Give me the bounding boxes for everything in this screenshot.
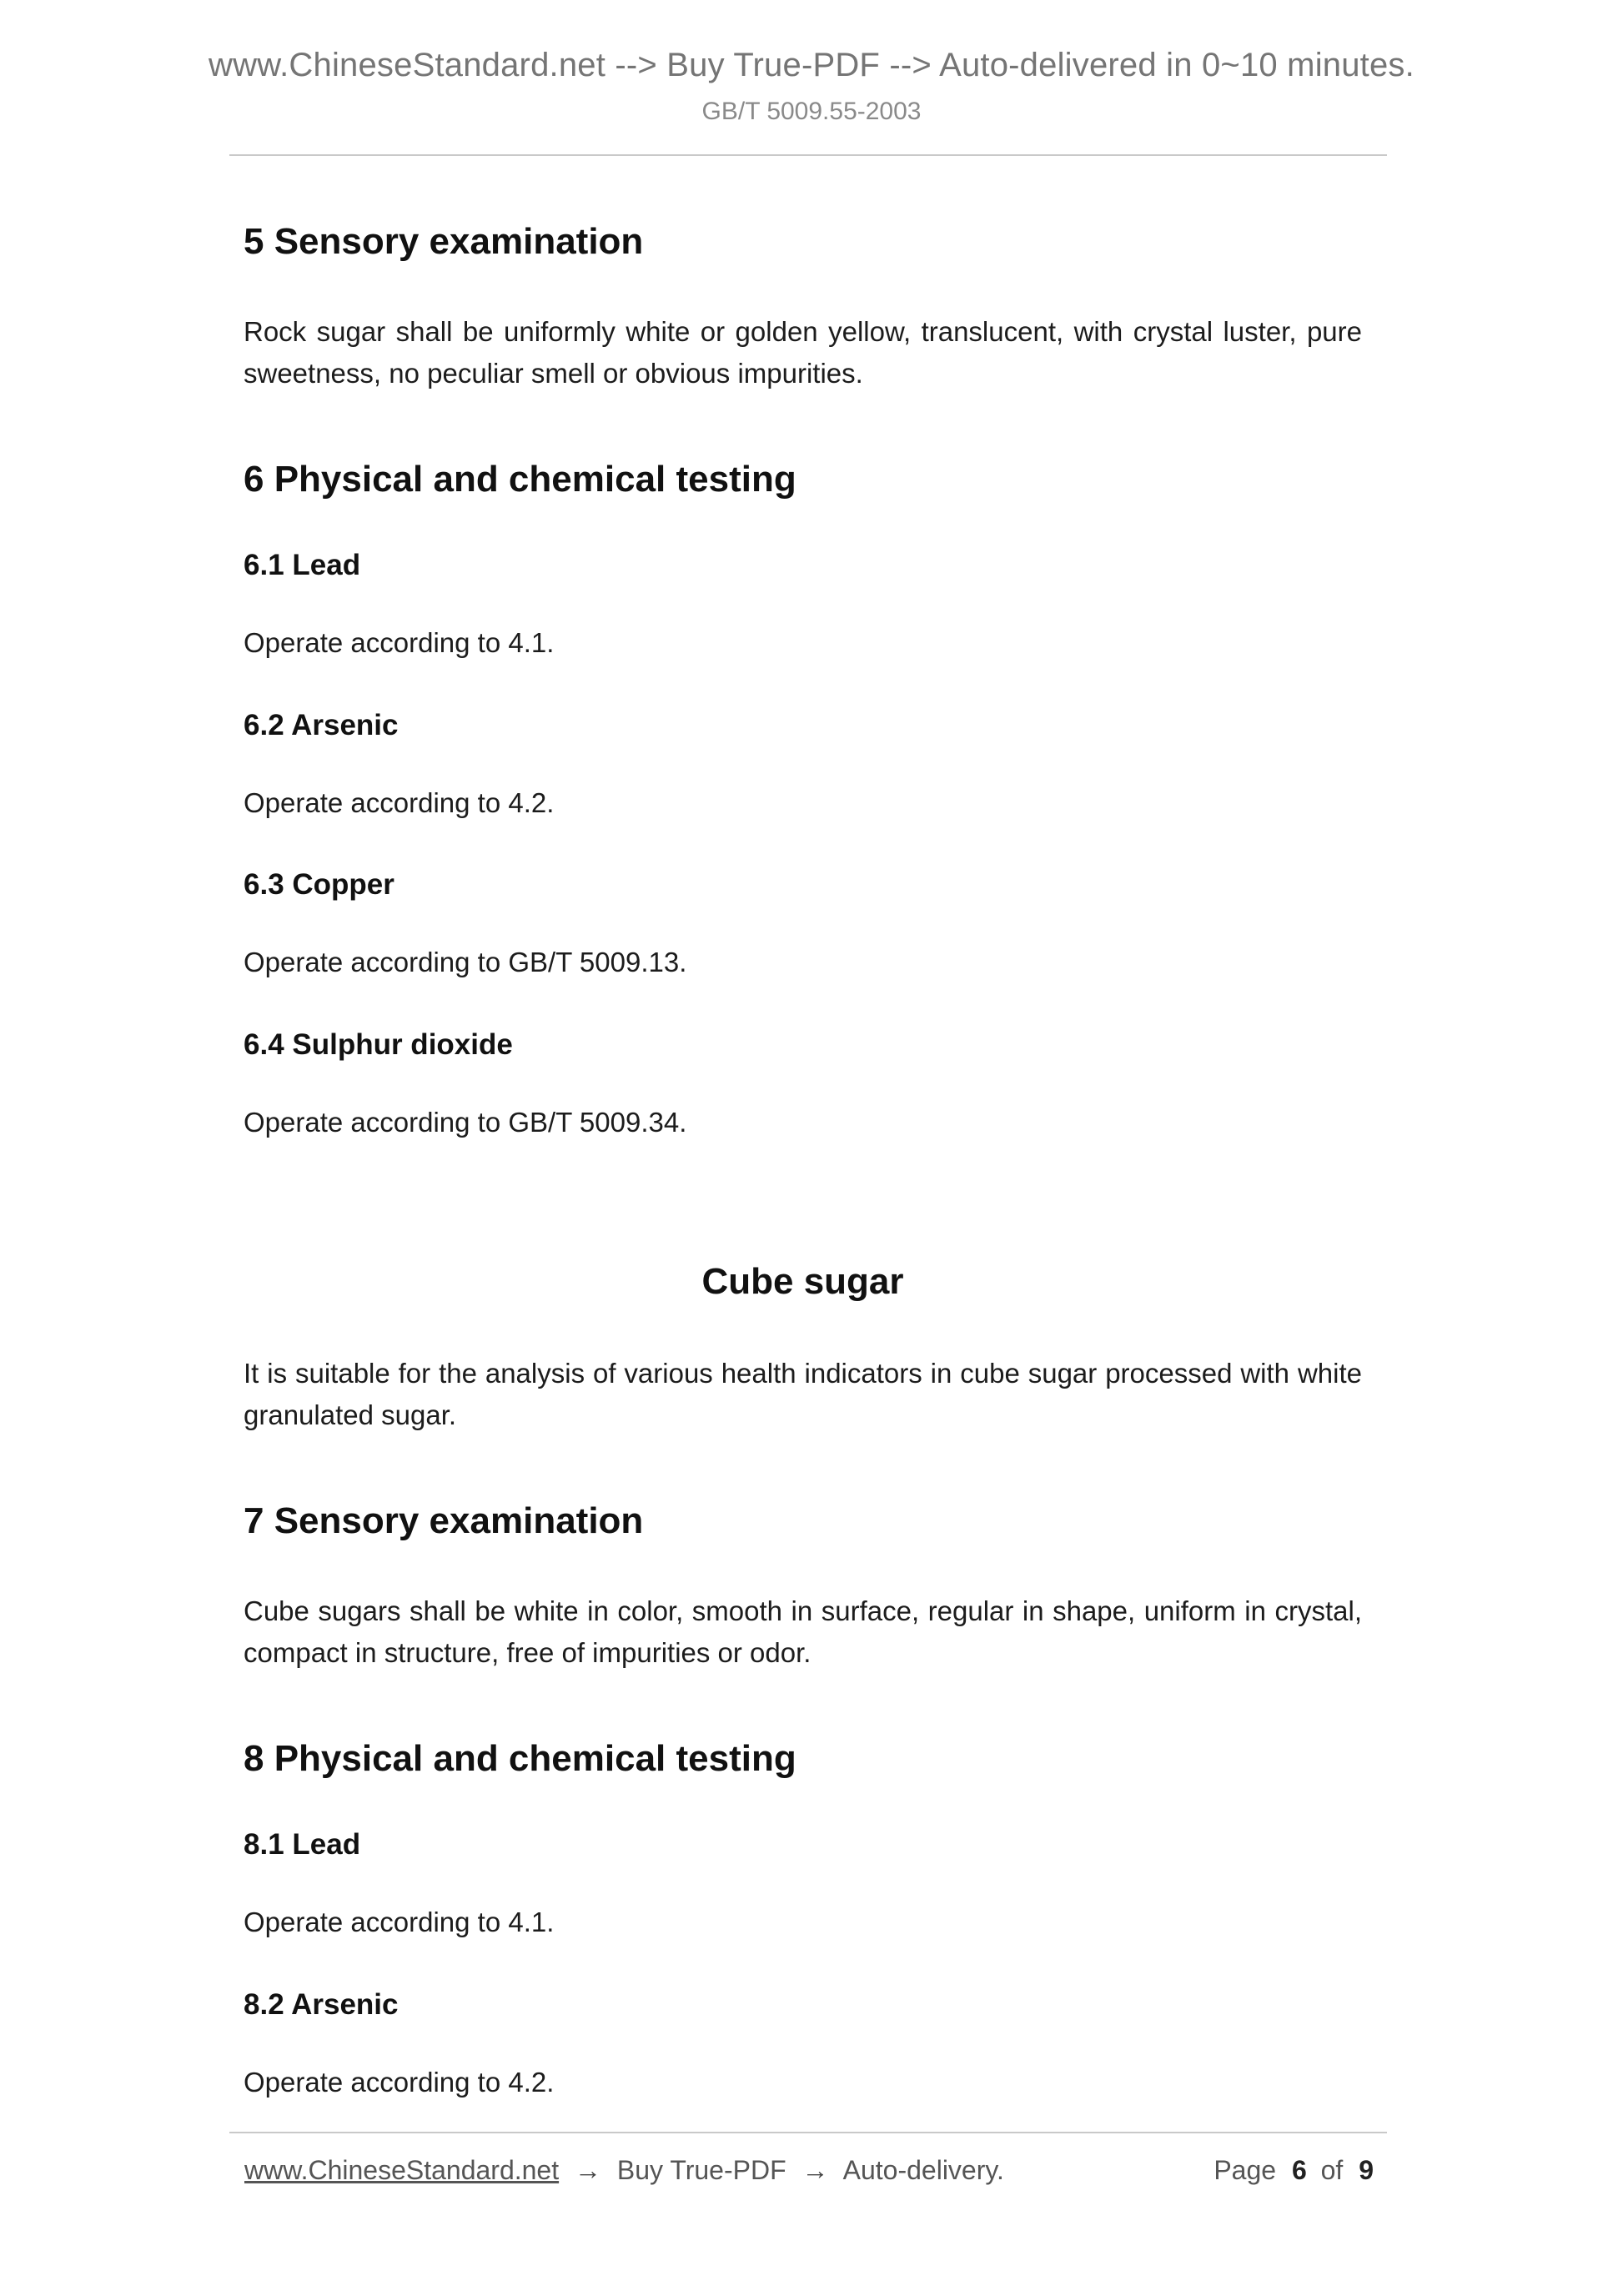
page-label: Page bbox=[1213, 2155, 1277, 2185]
footer-buy-text: Buy True-PDF bbox=[616, 2155, 786, 2185]
subsection-heading: 8.1 Lead bbox=[244, 1828, 361, 1861]
footer-site-link[interactable]: www.ChineseStandard.net bbox=[244, 2155, 560, 2185]
subsection-heading: 6.2 Arsenic bbox=[244, 708, 399, 741]
paragraph: Rock sugar shall be uniformly white or golden yellow, translucent, with crystal luster, pure sweetness, no peculiar smell or obvious impurities. bbox=[244, 316, 1362, 389]
page-indicator bbox=[1207, 2155, 1374, 2186]
document-content bbox=[244, 221, 1362, 2103]
paragraph: Cube sugars shall be white in color, smooth in surface, regular in shape, uniform in crystal, compact in structure, free of impurities or odor. bbox=[244, 1595, 1362, 1668]
subsection-heading: 6.4 Sulphur dioxide bbox=[244, 1027, 513, 1061]
subsection-heading: 6.1 Lead bbox=[244, 549, 361, 581]
footer-divider bbox=[229, 2132, 1387, 2133]
subsection-heading: 6.3 Copper bbox=[244, 868, 394, 901]
page-total: 9 bbox=[1359, 2155, 1374, 2185]
of-label: of bbox=[1320, 2155, 1344, 2185]
page-header bbox=[0, 0, 1623, 156]
paragraph: Operate according to 4.2. bbox=[244, 2066, 555, 2098]
paragraph: Operate according to GB/T 5009.13. bbox=[244, 947, 687, 977]
section-heading: 8 Physical and chemical testing bbox=[244, 1738, 796, 1779]
paragraph: Operate according to 4.2. bbox=[244, 786, 555, 818]
section-heading: 7 Sensory examination bbox=[244, 1500, 644, 1541]
page-current: 6 bbox=[1291, 2155, 1307, 2185]
right-arrow-icon: → bbox=[801, 2155, 829, 2185]
right-arrow-icon: → bbox=[575, 2155, 601, 2185]
footer-info bbox=[244, 2155, 1012, 2186]
section-heading: 5 Sensory examination bbox=[244, 221, 644, 262]
footer-delivery-text: Auto-delivery. bbox=[842, 2155, 1004, 2185]
header-banner-text: www.ChineseStandard.net --> Buy True-PDF --> Auto-delivered in 0~10 minutes. bbox=[209, 47, 1414, 83]
section-heading: 6 Physical and chemical testing bbox=[244, 459, 796, 500]
header-divider bbox=[229, 154, 1387, 156]
paragraph: Operate according to 4.1. bbox=[244, 1907, 555, 1937]
paragraph: Operate according to 4.1. bbox=[244, 627, 555, 658]
header-doc-number: GB/T 5009.55-2003 bbox=[701, 98, 922, 125]
part-title: Cube sugar bbox=[701, 1261, 904, 1302]
paragraph: It is suitable for the analysis of various health indicators in cube sugar processed with white granulated sugar. bbox=[244, 1358, 1362, 1430]
paragraph: Operate according to GB/T 5009.34. bbox=[244, 1106, 687, 1138]
subsection-heading: 8.2 Arsenic bbox=[244, 1987, 399, 2021]
page-footer bbox=[229, 2132, 1387, 2186]
